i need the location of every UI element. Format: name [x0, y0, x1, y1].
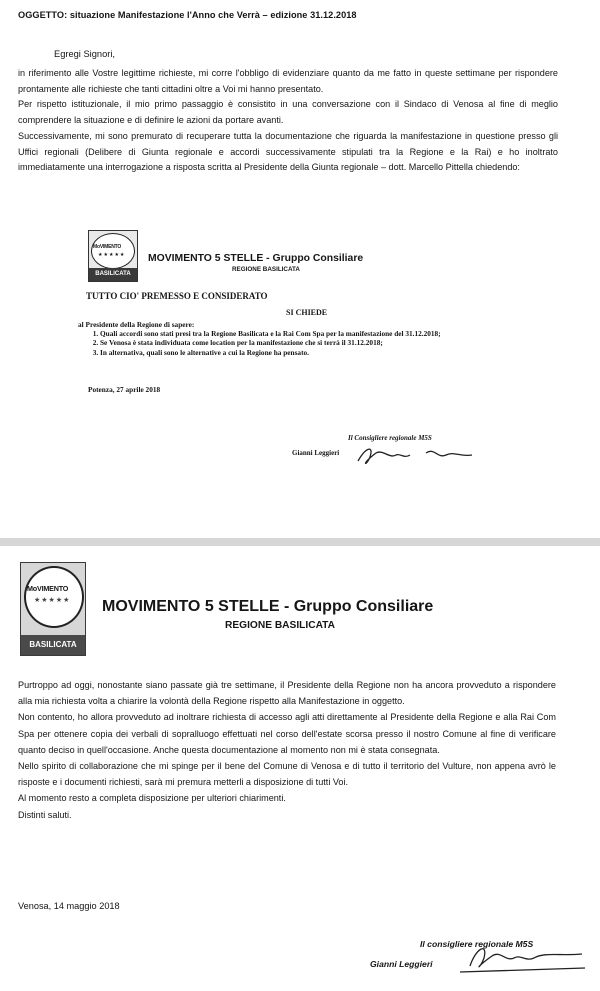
paragraph: Nello spirito di collaborazione che mi spinge per il bene del Comune di Venosa e di tutto il territorio del Vulture, non appena avrò le risposte e i documenti richiesti, sarà mi premura metterli a disposizione di tutti Voi. [18, 761, 556, 788]
excerpt-subtitle: REGIONE BASILICATA [232, 266, 300, 273]
signature-role: Il consigliere regionale M5S [420, 939, 534, 949]
paragraph: Purtroppo ad oggi, nonostante siano passate già tre settimane, il Presidente della Regione non ha ancora provveduto a rispondere alla mia richiesta volta a chiarire la volontà della Regione rispetto alla Manifestazione in oggetto. [18, 680, 556, 707]
paragraph: Non contento, ho allora provveduto ad inoltrare richiesta di accesso agli atti direttamente al Presidente della Regione e alla Rai Com Spa per ottenere copia dei verbali di sopralluogo effettuati nel corso dell'estate scorsa presso il nostro Comune al fine di verificare quanto deciso in quell'occasione. Anche questa documentazione al momento non mi è stata consegnata. [18, 712, 556, 755]
paragraph: Distinti saluti. [18, 809, 72, 820]
subject-line: OGGETTO: situazione Manifestazione l'Anno che Verrà – edizione 31.12.2018 [18, 10, 357, 20]
paragraph: Al momento resto a completa disposizione per ulteriori chiarimenti. [18, 793, 286, 804]
logo-circle [91, 233, 135, 269]
handwritten-signature [330, 441, 480, 471]
request-list [86, 329, 480, 357]
page-separator [0, 538, 600, 546]
paragraph: in riferimento alle Vostre legittime richieste, mi corre l'obbligo di evidenziare quanto da me fatto in queste settimane per rispondere prontamente alle richieste che tanti cittadini oltre a Voi mi hanno presentato. [18, 68, 558, 94]
excerpt-signature-name: Gianni Leggieri [292, 449, 340, 457]
stars-icon: ★★★★★ [98, 252, 126, 258]
interrogation-excerpt [60, 222, 500, 472]
list-item: 1. Quali accordi sono stati presi tra la Regione Basilicata e la Rai Com Spa per la manifestazione del 31.12.2018; [100, 329, 480, 338]
excerpt-signature-role: Il Consigliere regionale M5S [348, 434, 432, 442]
chiede-heading: SI CHIEDE [286, 308, 328, 317]
body-text [18, 66, 558, 176]
salutation: Egregi Signori, [54, 49, 115, 59]
paragraph: Successivamente, mi sono premurato di recuperare tutta la documentazione che riguarda la manifestazione in questione presso gli Uffici regionali (Delibere di Giunta regionale e accordi successivamente stipulati tra la Regione e la Rai) e ho inoltrato immediatamente una interrogazione a risposta scritta al Presidente della Giunta regionale – dott. Marcello Pittella chiedendo: [18, 130, 558, 173]
document-page-2 [0, 546, 600, 991]
m5s-logo [88, 230, 138, 282]
paragraph: Per rispetto istituzionale, il mio primo passaggio è consistito in una conversazione con il Sindaco di Venosa al fine di meglio comprendere la situazione e di definire le azioni da portare avanti. [18, 99, 558, 126]
logo-band: BASILICATA [89, 268, 137, 281]
request-intro: al Presidente della Regione di sapere: [78, 320, 195, 329]
logo-text: MoVIMENTO [27, 584, 69, 593]
excerpt-title: MOVIMENTO 5 STELLE - Gruppo Consiliare [148, 253, 364, 264]
logo-band: BASILICATA [21, 635, 85, 655]
premesso-heading: TUTTO CIO' PREMESSO E CONSIDERATO [86, 291, 268, 301]
handwritten-signature [410, 936, 590, 976]
m5s-logo [20, 562, 86, 656]
list-item: 3. In alternativa, quali sono le alternative a cui la Regione ha pensato. [100, 348, 480, 357]
letter-date: Venosa, 14 maggio 2018 [18, 901, 120, 911]
signature-name: Gianni Leggieri [370, 959, 433, 969]
letterhead-title: MOVIMENTO 5 STELLE - Gruppo Consiliare [102, 598, 434, 615]
body-text [18, 677, 556, 823]
letterhead-subtitle: REGIONE BASILICATA [225, 620, 335, 631]
stars-icon: ★★★★★ [34, 597, 71, 604]
list-item: 2. Se Venosa è stata individuata come location per la manifestazione che si terrà il 31.12.2018; [100, 338, 480, 347]
logo-text: MoVIMENTO [93, 244, 122, 250]
excerpt-date: Potenza, 27 aprile 2018 [88, 385, 161, 394]
